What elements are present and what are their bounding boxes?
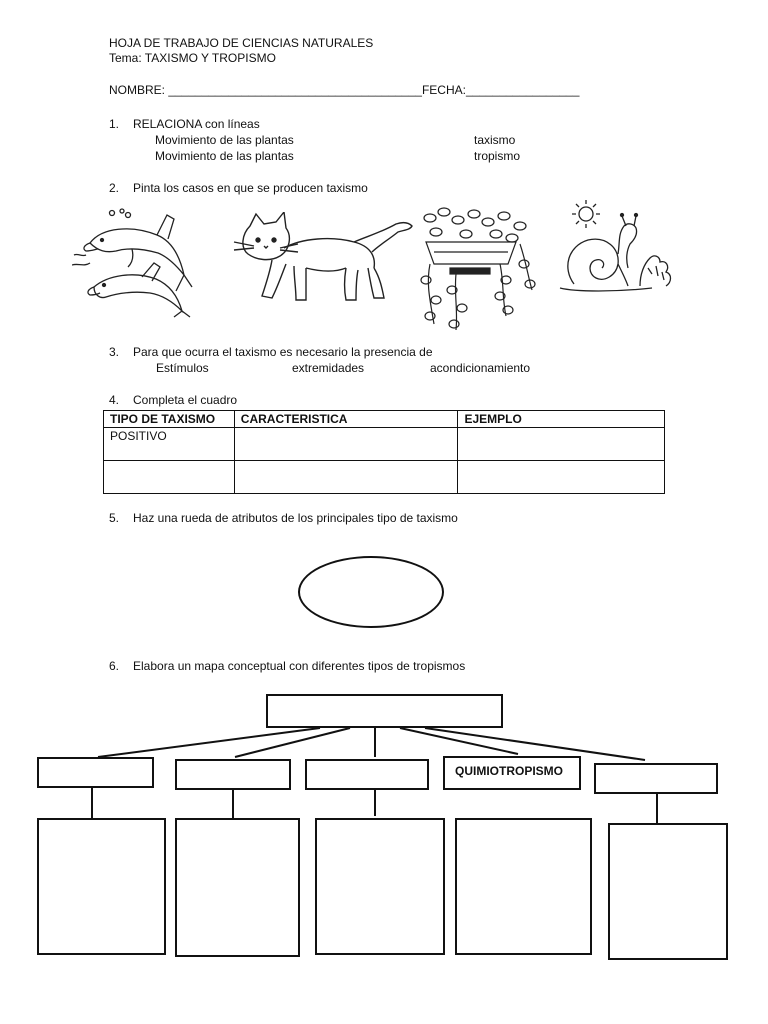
table-header-ejemplo: EJEMPLO [458, 411, 665, 428]
q3-prompt: Para que ocurra el taxismo es necesario la presencia de [133, 345, 433, 359]
worksheet-topic: Tema: TAXISMO Y TROPISMO [109, 51, 276, 65]
q1-right-item-1: taxismo [474, 133, 516, 147]
quimiotropismo-label: QUIMIOTROPISMO [455, 764, 563, 778]
concept-map-leaf-3 [315, 818, 445, 955]
table-header-tipo: TIPO DE TAXISMO [104, 411, 235, 428]
concept-map-root [266, 694, 503, 728]
worksheet-title: HOJA DE TRABAJO DE CIENCIAS NATURALES [109, 36, 374, 50]
q2-number: 2. [109, 181, 120, 195]
q3-option-2: extremidades [292, 361, 365, 375]
q2-prompt: Pinta los casos en que se producen taxismo [133, 181, 368, 195]
concept-map-leaf-4 [455, 818, 592, 955]
q3-number: 3. [109, 345, 120, 359]
q5-number: 5. [109, 511, 120, 525]
concept-map-leaf-5 [608, 823, 728, 960]
q1-prompt: RELACIONA con líneas [133, 117, 260, 131]
table-header-caracteristica: CARACTERISTICA [234, 411, 458, 428]
concept-map-leaf-2 [175, 818, 300, 957]
concept-map-branch-quimiotropismo [443, 756, 581, 790]
q3-option-1: Estímulos [156, 361, 209, 375]
q1-right-item-2: tropismo [474, 149, 521, 163]
q4-number: 4. [109, 393, 120, 407]
q6-number: 6. [109, 659, 120, 673]
concept-map-branch-1 [37, 757, 154, 788]
q1-number: 1. [109, 117, 120, 131]
q5-prompt: Haz una rueda de atributos de los principales tipo de taxismo [133, 511, 458, 525]
q1-left-item-1: Movimiento de las plantas [155, 133, 294, 147]
q6-prompt: Elabora un mapa conceptual con diferentes tipos de tropismos [133, 659, 466, 673]
concept-map-branch-5 [594, 763, 718, 794]
concept-map-branch-3 [305, 759, 429, 790]
concept-map-branch-2 [175, 759, 291, 790]
q4-prompt: Completa el cuadro [133, 393, 238, 407]
table-cell[interactable]: POSITIVO [104, 428, 235, 461]
q1-left-item-2: Movimiento de las plantas [155, 149, 294, 163]
concept-map-leaf-1 [37, 818, 166, 955]
q3-option-3: acondicionamiento [430, 361, 531, 375]
name-date-line: NOMBRE: ______________________________________FECHA:_________________ [109, 83, 580, 97]
